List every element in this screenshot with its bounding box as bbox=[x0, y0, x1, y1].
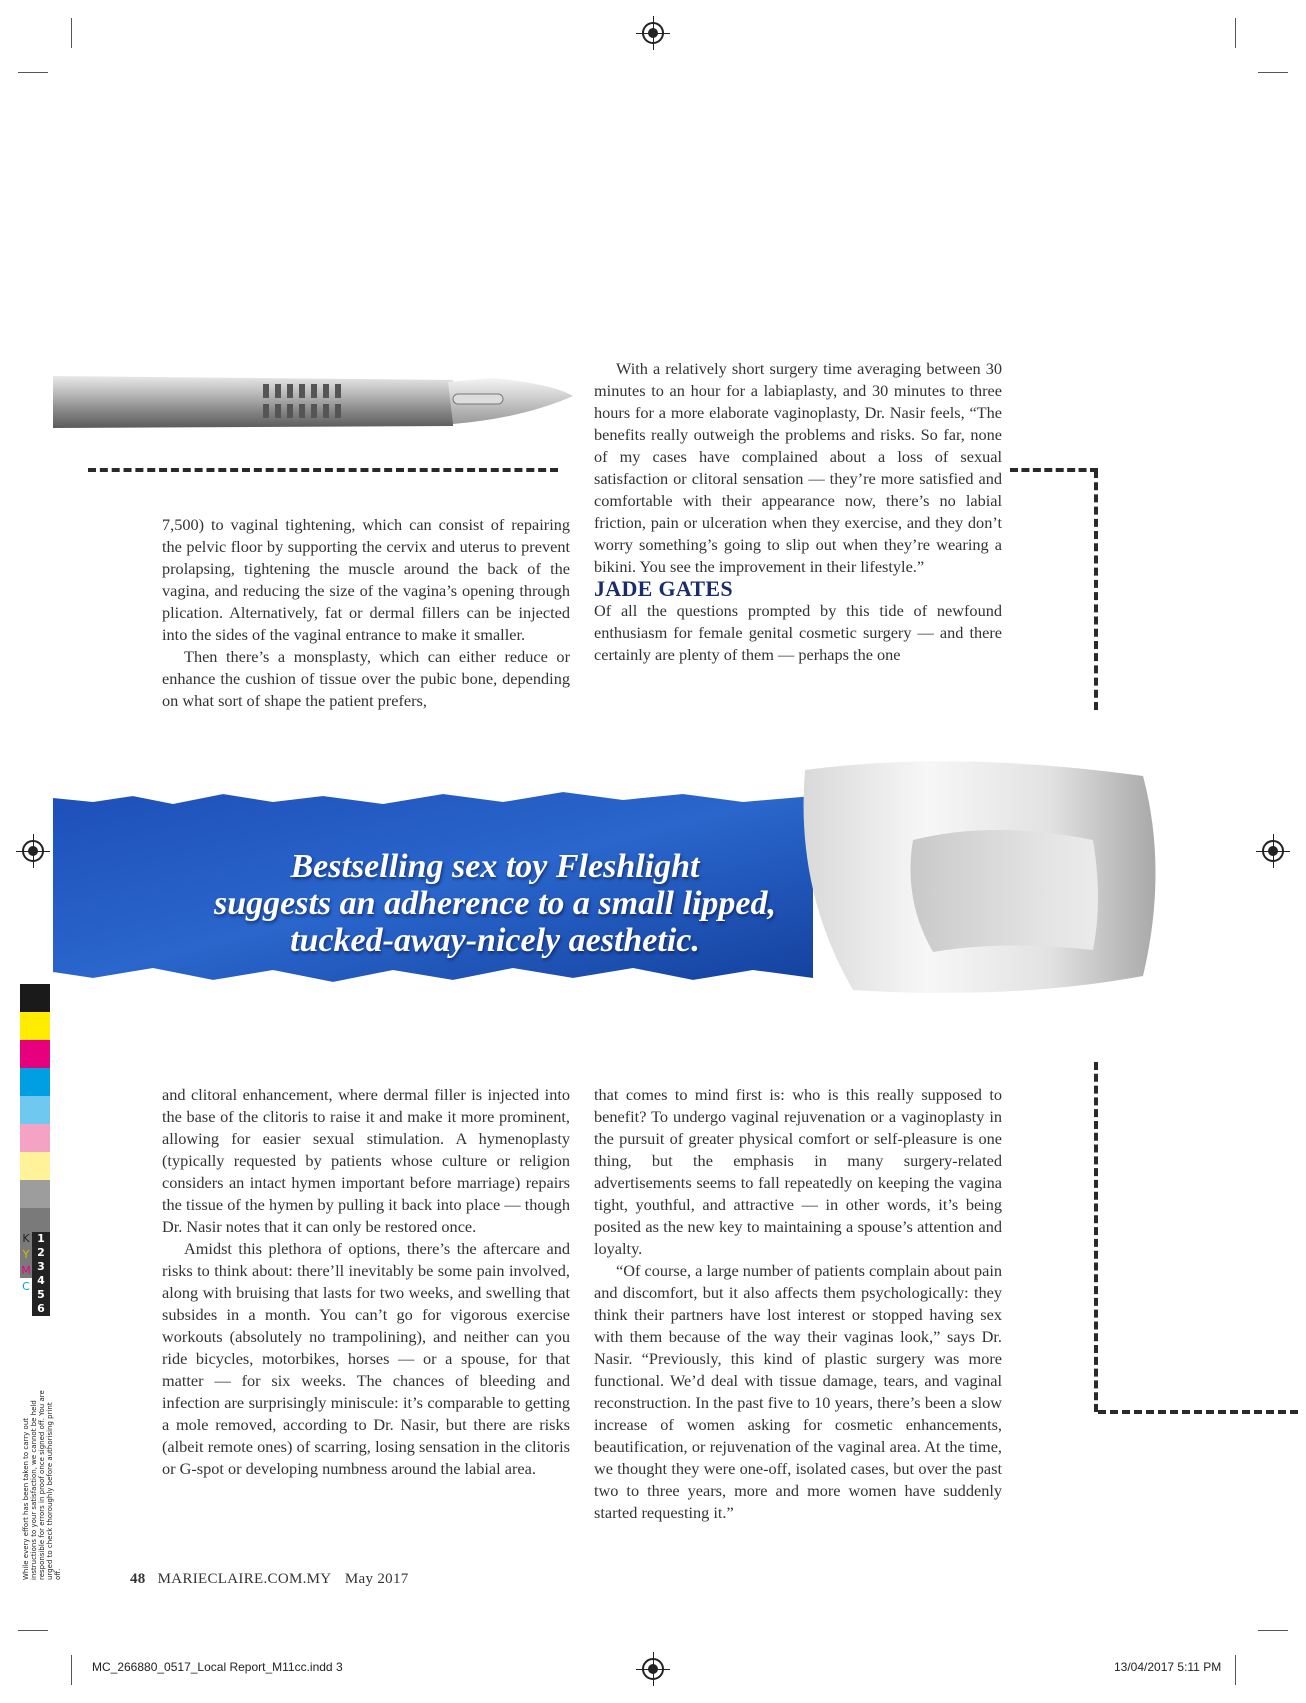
color-bar-number: 4 bbox=[32, 1274, 50, 1288]
color-bar-letter: Y bbox=[22, 1248, 30, 1261]
article-column-bottom-right bbox=[594, 1084, 1002, 1524]
crop-mark bbox=[1258, 1630, 1288, 1631]
color-swatch bbox=[20, 1096, 50, 1124]
body-paragraph: Amidst this plethora of options, there’s the aftercare and risks to think about: there’ll inevitably be some pain involved, along with bruising that lasts for two weeks, and swelling that subsides in a month. You can’t go for vigorous exercise workouts (absolutely no trampolining), and neither can you ride bicycles, motorbikes, horses — or a spouse, for that matter — for six weeks. The chances of bleeding and infection are surprisingly miniscule: it’s comparable to getting a mole removed, according to Dr. Nasir, but there are risks (albeit remote ones) of scarring, losing sensation in the clitoris or G-spot or developing numbness around the labial area. bbox=[162, 1239, 570, 1478]
color-swatch bbox=[20, 1152, 50, 1180]
pull-quote-line: suggests an adherence to a small lipped, bbox=[214, 885, 776, 922]
pull-quote-line: tucked-away-nicely aesthetic. bbox=[290, 922, 700, 959]
folio-issue: May 2017 bbox=[344, 1571, 409, 1587]
dashed-rule bbox=[1098, 1410, 1298, 1414]
crop-mark bbox=[71, 1655, 72, 1685]
color-bar-number: 6 bbox=[32, 1302, 50, 1316]
crop-mark bbox=[1235, 1655, 1236, 1685]
registration-mark-icon bbox=[1262, 840, 1284, 862]
article-column-top-right bbox=[594, 358, 1002, 666]
folio-site: MARIECLAIRE.COM.MY bbox=[157, 1571, 331, 1587]
color-bar-number: 2 bbox=[32, 1246, 50, 1260]
dashed-rule bbox=[1094, 1062, 1098, 1412]
color-bar-letter: M bbox=[21, 1264, 31, 1277]
pull-quote bbox=[150, 848, 840, 959]
registration-mark-icon bbox=[642, 1658, 664, 1680]
color-swatch bbox=[20, 984, 50, 1012]
body-paragraph: that comes to mind first is: who is this really supposed to benefit? To undergo vaginal rejuvenation or a vaginoplasty in the pursuit of greater physical comfort or self-pleasure is one thing, but the emphasis in many surgery-related advertisements seems to fall repeatedly on keeping the vagina tight, youthful, and attractive — in other words, it’s being posited as the new key to maintaining a spouse’s attention and loyalty. bbox=[594, 1085, 1002, 1258]
crop-mark bbox=[71, 18, 72, 48]
registration-mark-icon bbox=[22, 840, 44, 862]
color-bar-letter: C bbox=[22, 1280, 30, 1293]
slug-filename: MC_266880_0517_Local Report_M11cc.indd 3 bbox=[92, 1660, 343, 1674]
dashed-rule bbox=[1010, 468, 1098, 472]
slug-datetime: 13/04/2017 5:11 PM bbox=[1114, 1660, 1222, 1674]
color-swatch bbox=[20, 1040, 50, 1068]
color-swatch bbox=[20, 1012, 50, 1040]
page-folio bbox=[130, 1571, 409, 1588]
color-bar-number: 3 bbox=[32, 1260, 50, 1274]
color-bar-number: 1 bbox=[32, 1232, 50, 1246]
article-column-bottom-left bbox=[162, 1084, 570, 1480]
body-paragraph: “Of course, a large number of patients complain about pain and discomfort, but it also affects them psychologically: they think their partners have lost interest or stopped having sex with them because of the way their vaginas look,” says Dr. Nasir. “Previously, this kind of plastic surgery was more functional. We’d deal with tissue damage, tears, and vaginal reconstruction. In the past five to 10 years, there’s been a slow increase of women asking for cosmetic enhancements, beautification, or rejuvenation of the vaginal area. At the time, we thought they were one-off, isolated cases, but over the past two to three years, more and more women have suddenly started requesting it.” bbox=[594, 1261, 1002, 1522]
body-paragraph: Of all the questions prompted by this tide of newfound enthusiasm for female genital cosmetic surgery — and there certainly are plenty of them — perhaps the one bbox=[594, 601, 1002, 664]
color-swatch bbox=[20, 1180, 50, 1208]
section-subhead: JADE GATES bbox=[594, 576, 733, 601]
color-bar-number: 5 bbox=[32, 1288, 50, 1302]
color-swatch bbox=[20, 1068, 50, 1096]
crop-mark bbox=[18, 1630, 48, 1631]
scalpel-illustration bbox=[53, 374, 573, 430]
registration-mark-icon bbox=[642, 22, 664, 44]
page-number: 48 bbox=[130, 1571, 146, 1587]
dashed-rule bbox=[88, 468, 558, 472]
color-bar-letter: K bbox=[22, 1232, 30, 1245]
crop-mark bbox=[1258, 72, 1288, 73]
dashed-rule bbox=[1094, 470, 1098, 710]
body-paragraph: With a relatively short surgery time averaging between 30 minutes to an hour for a labiaplasty, and 30 minutes to three hours for a more elaborate vaginoplasty, Dr. Nasir feels, “The benefits really outweigh the problems and risks. So far, none of my cases have complained about a loss of sexual satisfaction or clitoral sensation — they’re more satisfied and comfortable with their appearance now, there’s no labial friction, pain or ulceration when they exercise, and they don’t worry something’s going to slip out when they’re wearing a bikini. You see the improvement in their lifestyle.” bbox=[594, 359, 1002, 576]
article-column-top-left bbox=[162, 514, 570, 712]
proof-disclaimer: While every effort has been taken to carry out instructions to your satisfaction, we cannot be held responsible for errors in proof once signed off. You are urged to check thoroughly before authorising print off. bbox=[22, 1390, 62, 1580]
body-paragraph: Then there’s a monsplasty, which can either reduce or enhance the cushion of tissue over the pubic bone, depending on what sort of shape the patient prefers, bbox=[162, 647, 570, 710]
color-swatch bbox=[20, 1124, 50, 1152]
pull-quote-line: Bestselling sex toy Fleshlight bbox=[290, 848, 700, 885]
crop-mark bbox=[18, 72, 48, 73]
body-paragraph: and clitoral enhancement, where dermal filler is injected into the base of the clitoris to raise it and make it more prominent, allowing for easier sexual stimulation. A hymenoplasty (typically requested by patients whose culture or religion considers an intact hymen important before marriage) repairs the tissue of the hymen by pulling it back into place — though Dr. Nasir notes that it can only be restored once. bbox=[162, 1085, 570, 1236]
crop-mark bbox=[1235, 18, 1236, 48]
body-paragraph: 7,500) to vaginal tightening, which can consist of repairing the pelvic floor by supporting the cervix and uterus to prevent prolapsing, tightening the muscle around the back of the vagina, and reducing the size of the vagina’s opening through plication. Alternatively, fat or dermal fillers can be injected into the sides of the vaginal entrance to make it smaller. bbox=[162, 515, 570, 644]
